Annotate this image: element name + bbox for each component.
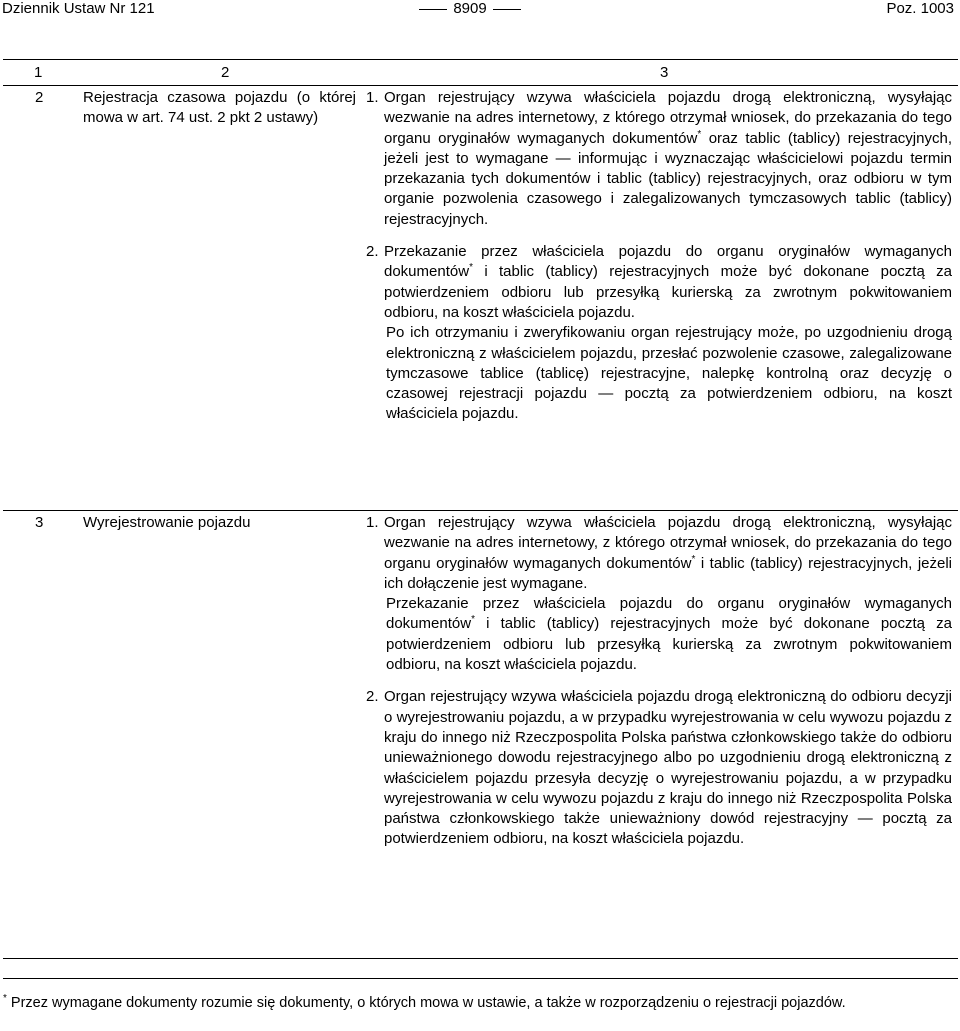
column-divider — [367, 60, 375, 85]
dash-right — [493, 9, 521, 10]
footnote-mark: * — [3, 993, 7, 1005]
list-item: 2. Przekazanie przez właściciela pojazdu do organu oryginałów wymaganych dokumentów* i tablic (tablicy) rejestracyjnych może być dokonane pocztą za potwierdzeniem odbioru lub przesyłką kurierską za zwrotnym pokwitowaniem odbioru, na koszt właściciela pojazdu. — [366, 243, 952, 321]
dash-left — [419, 9, 447, 10]
row-number: 2 — [35, 89, 44, 106]
row-number: 3 — [35, 514, 44, 531]
row-number-cell — [3, 511, 83, 958]
list-item: Przekazanie przez właściciela pojazdu do organu oryginałów wymaganych dokumentów* i tablic (tablicy) rejestracyjnych może być dokonane pocztą za potwierdzeniem odbioru lub przesyłką kurierską za zwrotnym pokwitowaniem odbioru, na koszt właściciela pojazdu. — [386, 595, 952, 674]
row-number-cell — [3, 86, 83, 510]
column-header-3: 3 — [660, 64, 669, 81]
page-header — [0, 0, 960, 18]
column-header-1: 1 — [34, 64, 43, 81]
position-number: Poz. 1003 — [886, 0, 954, 17]
row-name-cell — [83, 86, 366, 510]
row-name: Rejestracja czasowa pojazdu (o której mowa w art. 74 ust. 2 pkt 2 ustawy) — [83, 89, 356, 127]
row-name: Wyrejestrowanie pojazdu — [83, 514, 251, 531]
list-item: 2. Organ rejestrujący wzywa właściciela pojazdu drogą elektroniczną do odbioru decyzji o wyrejestrowaniu pojazdu, a w przypadku wyrejestrowania w celu wywozu pojazdu z kraju do innego niż Rzeczpospolita Polska państwa członkowskiego także do odbioru unieważnionego dowodu rejestracyjnego albo po uzgodnieniu drogą elektroniczną z właścicielem pojazdu przesyła decyzję o wyrejestrowaniu pojazdu, a w przypadku wyrejestrowania w celu wywozu pojazdu z kraju do innego niż Rzeczpospolita Polska państwa członkowskiego także unieważniony dowód rejestracyjny — pocztą za potwierdzeniem odbioru, na koszt właściciela pojazdu. — [366, 688, 952, 848]
document-table — [3, 59, 958, 959]
journal-title: Dziennik Ustaw Nr 121 — [2, 0, 155, 17]
list-item: Po ich otrzymaniu i zweryfikowaniu organ rejestrujący może, po uzgodnieniu drogą elektroniczną z właścicielem pojazdu, przesłać pozwolenie czasowe, zalegalizowane tymczasowe tablice (tablicę) rejestracyjne, nalepkę kontrolną oraz decyzję o czasowej rejestracji pojazdu — pocztą za potwierdzeniem odbioru, na koszt właściciela pojazdu. — [386, 324, 952, 423]
page-number: 8909 — [412, 0, 528, 18]
table-row — [3, 86, 958, 511]
column-header-2: 2 — [221, 64, 230, 81]
footnote-text: * Przez wymagane dokumenty rozumie się dokumenty, o których mowa w ustawie, a także w rozporządzeniu o rejestracji pojazdów. — [3, 993, 846, 1011]
table-header-row — [3, 60, 958, 86]
row-content-cell — [366, 86, 958, 510]
row-name-cell — [83, 511, 366, 958]
row-content-cell — [366, 511, 958, 958]
list-item: 1. Organ rejestrujący wzywa właściciela pojazdu drogą elektroniczną, wysyłając wezwanie na adres internetowy, z którego otrzymał wniosek, do przekazania do tego organu oryginałów wymaganych dokumentów* oraz tablic (tablicy) rejestracyjnych, jeżeli jest to wymagane — informując i wyznaczając właścicielowi pojazdu termin przekazania tych dokumentów i tablic (tablicy) rejestracyjnych, oraz odbioru w tym organie pozwolenia czasowego i zalegalizowanych tymczasowych tablic (tablicy) rejestracyjnych. — [366, 89, 952, 228]
list-item: 1. Organ rejestrujący wzywa właściciela pojazdu drogą elektroniczną, wysyłając wezwanie na adres internetowy, z którego otrzymał wniosek, do przekazania do tego organu oryginałów wymaganych dokumentów* i tablic (tablicy) rejestracyjnych, jeżeli ich dołączenie jest wymagane. — [366, 514, 952, 592]
footnote — [3, 978, 958, 1013]
table-row — [3, 511, 958, 959]
